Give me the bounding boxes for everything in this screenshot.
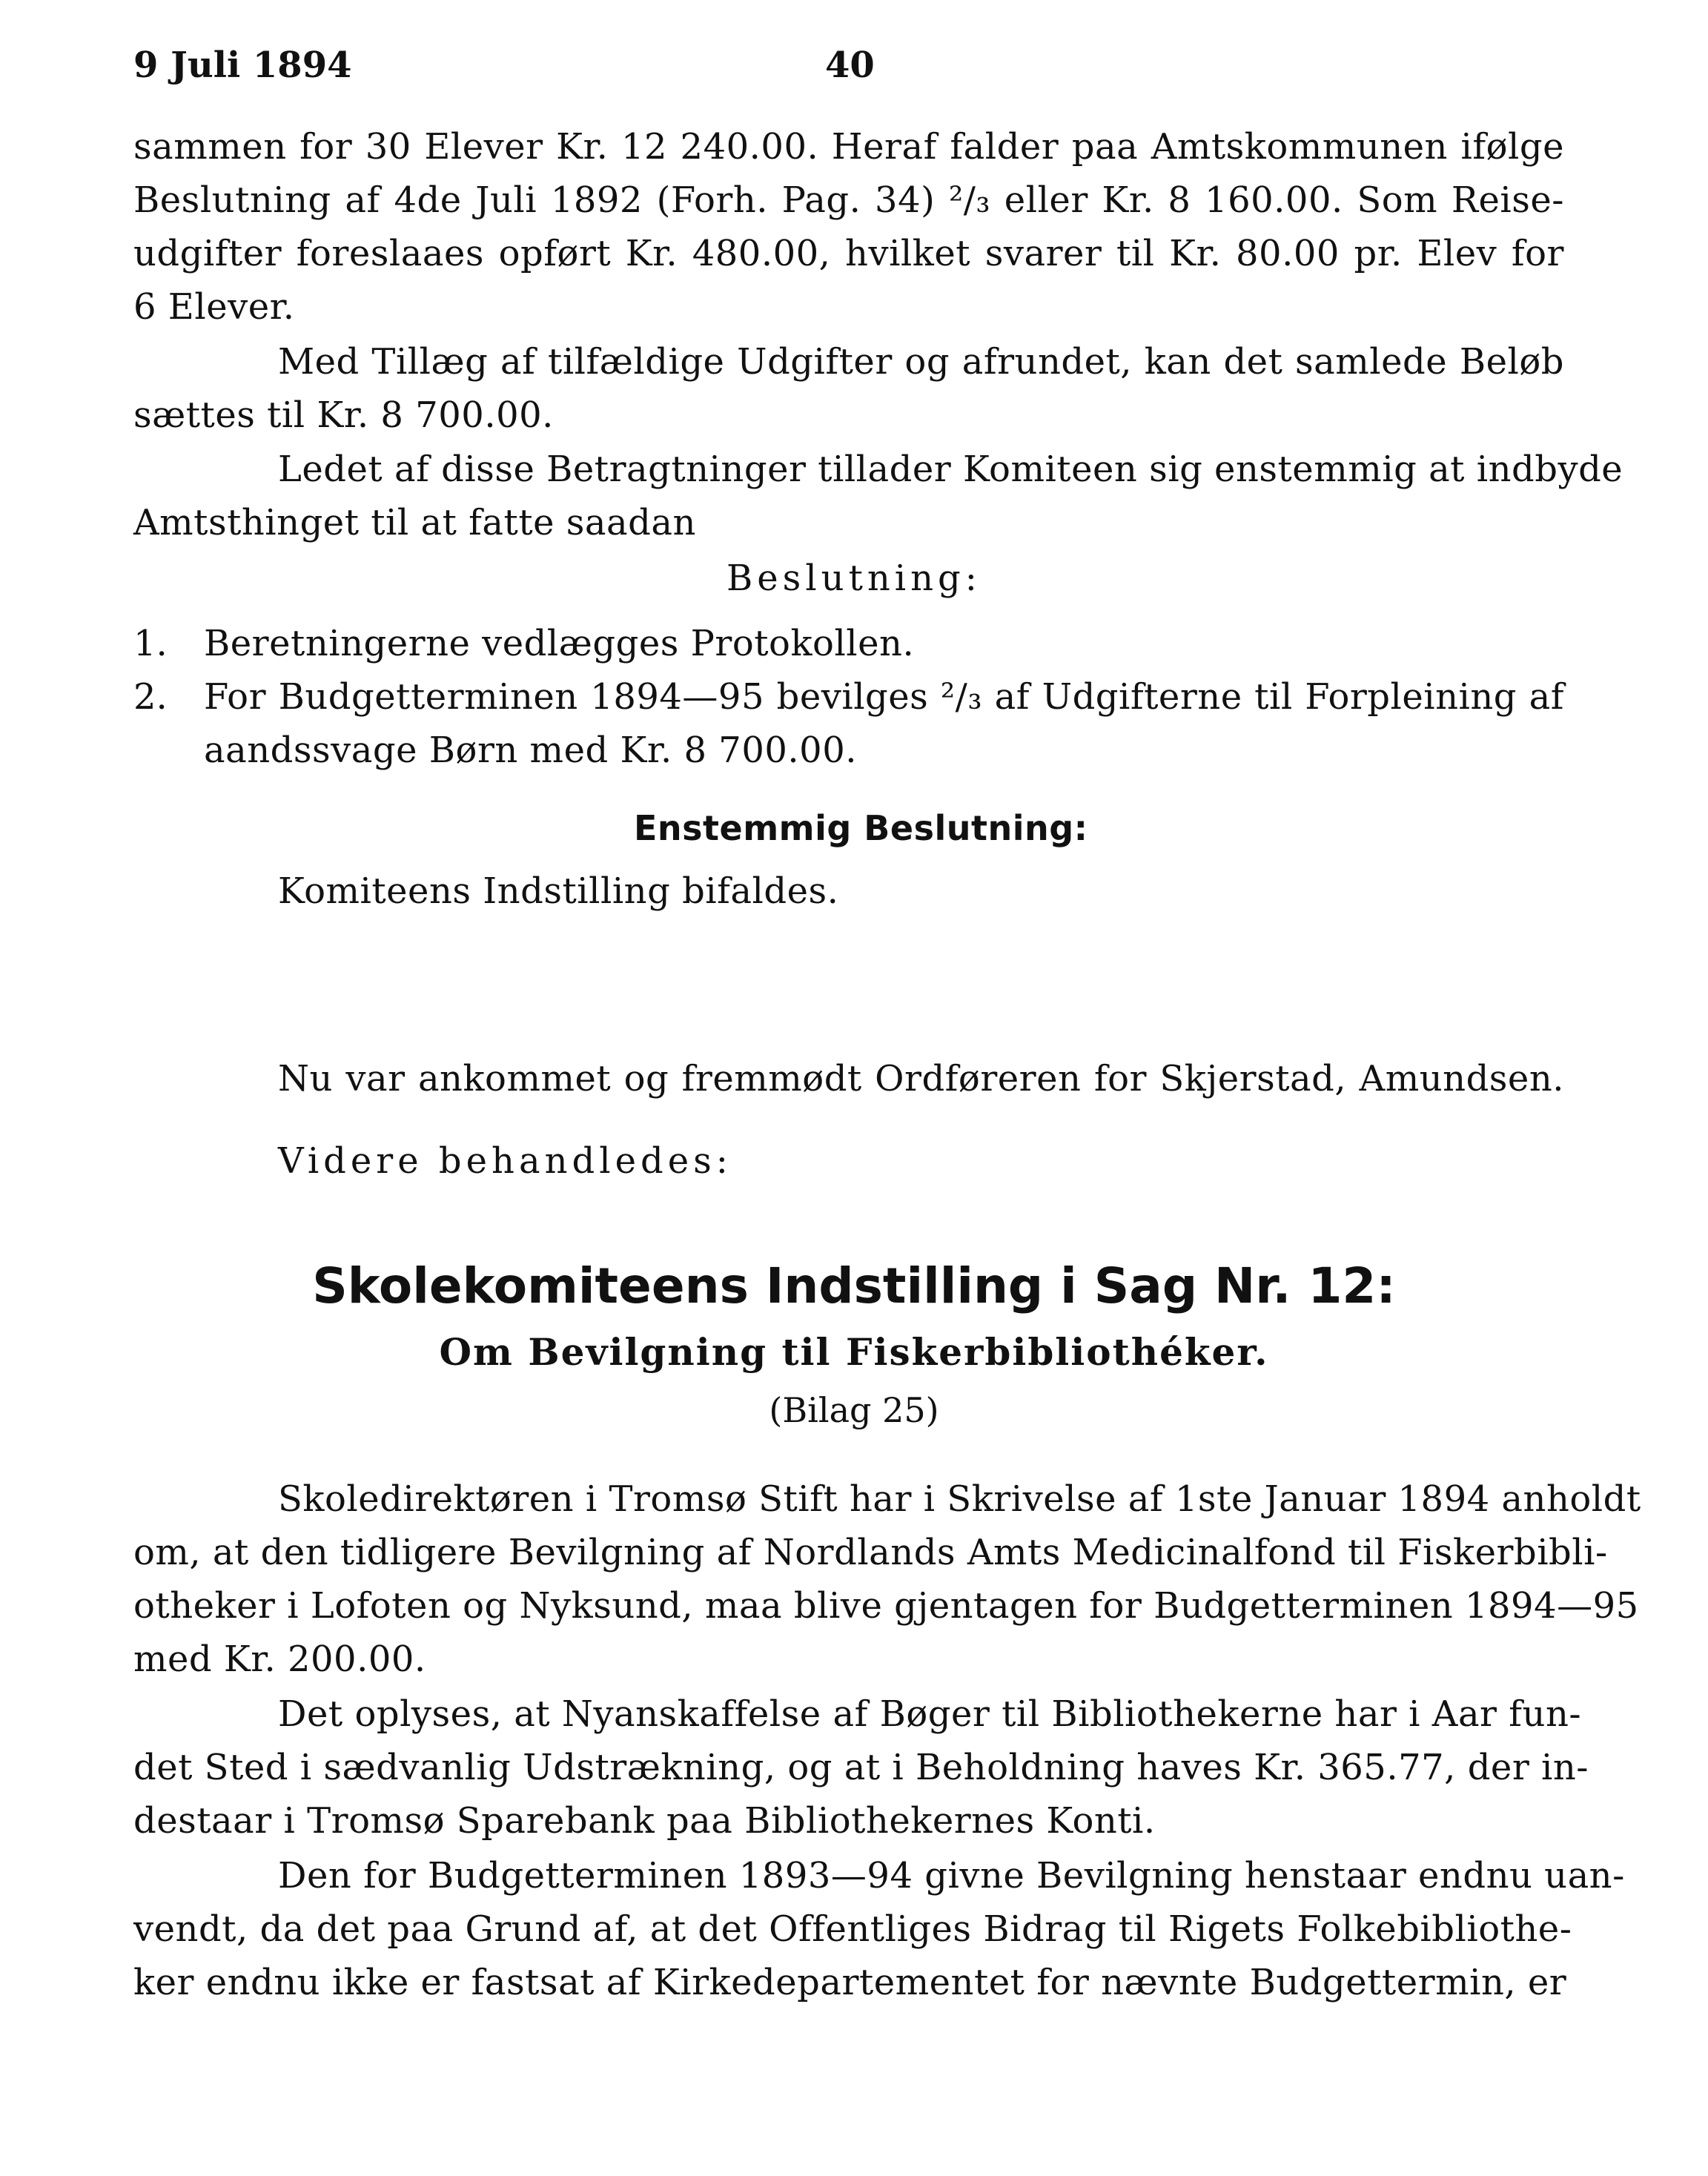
text-line: sættes til Kr. 8 700.00. (133, 394, 554, 436)
page-number: 40 (825, 44, 875, 86)
text-line: med Kr. 200.00. (133, 1638, 426, 1680)
videre-text: Videre behandledes: (278, 1140, 732, 1182)
resolution-number: 2. (133, 676, 168, 718)
text-line: Det oplyses, at Nyanskaffelse af Bøger til Bibliothekerne har i Aar fun- (278, 1693, 1582, 1735)
resolution-line: Beretningerne vedlægges Protokollen. (204, 623, 915, 664)
text-line: otheker i Lofoten og Nyksund, maa blive gjentagen for Budgetterminen 1894—95 (133, 1585, 1639, 1627)
section-title: Skolekomiteens Indstilling i Sag Nr. 12: (312, 1257, 1396, 1314)
header-date: 9 Juli 1894 (133, 44, 352, 86)
text-line: destaar i Tromsø Sparebank paa Bibliothekernes Konti. (133, 1800, 1156, 1842)
text-line: Med Tillæg af tilfældige Udgifter og afrundet, kan det samlede Beløb (278, 341, 1564, 383)
text-line: Amtsthinget til at fatte saadan (133, 502, 696, 543)
text-line: Skoledirektøren i Tromsø Stift har i Skrivelse af 1ste Januar 1894 anholdt (278, 1478, 1641, 1520)
text-line: sammen for 30 Elever Kr. 12 240.00. Heraf falder paa Amtskommunen ifølge (133, 126, 1564, 168)
beslutning-heading: Beslutning: (726, 558, 982, 599)
arrival-text: Nu var ankommet og fremmødt Ordføreren for Skjerstad, Amundsen. (278, 1058, 1564, 1099)
text-line: vendt, da det paa Grund af, at det Offentliges Bidrag til Rigets Folkebibliothe- (133, 1908, 1572, 1950)
text-line: Beslutning af 4de Juli 1892 (Forh. Pag. 34) ²/₃ eller Kr. 8 160.00. Som Reise- (133, 179, 1564, 221)
text-line: Den for Budgetterminen 1893—94 givne Bevilgning henstaar endnu uan- (278, 1855, 1625, 1896)
text-line: om, at den tidligere Bevilgning af Nordlands Amts Medicinalfond til Fiskerbibli- (133, 1532, 1608, 1573)
text-line: 6 Elever. (133, 286, 295, 328)
section-subtitle: Om Bevilgning til Fiskerbibliothéker. (439, 1330, 1269, 1374)
text-line: ker endnu ikke er fastsat af Kirkedepartementet for nævnte Budgettermin, er (133, 1962, 1567, 2003)
resolution-line: For Budgetterminen 1894—95 bevilges ²/₃ af Udgifterne til Forpleining af (204, 676, 1564, 718)
section-bilag: (Bilag 25) (769, 1390, 939, 1430)
resolution-line: aandssvage Børn med Kr. 8 700.00. (204, 730, 858, 771)
text-line: udgifter foreslaaes opført Kr. 480.00, hvilket svarer til Kr. 80.00 pr. Elev for (133, 233, 1564, 274)
text-line: det Sted i sædvanlig Udstrækning, og at i Beholdning haves Kr. 365.77, der in- (133, 1747, 1589, 1788)
resolution-number: 1. (133, 623, 168, 664)
unanimous-heading: Enstemmig Beslutning: (634, 808, 1088, 848)
unanimous-text: Komiteens Indstilling bifaldes. (278, 870, 839, 912)
text-line: Ledet af disse Betragtninger tillader Komiteen sig enstemmig at indbyde (278, 449, 1623, 490)
